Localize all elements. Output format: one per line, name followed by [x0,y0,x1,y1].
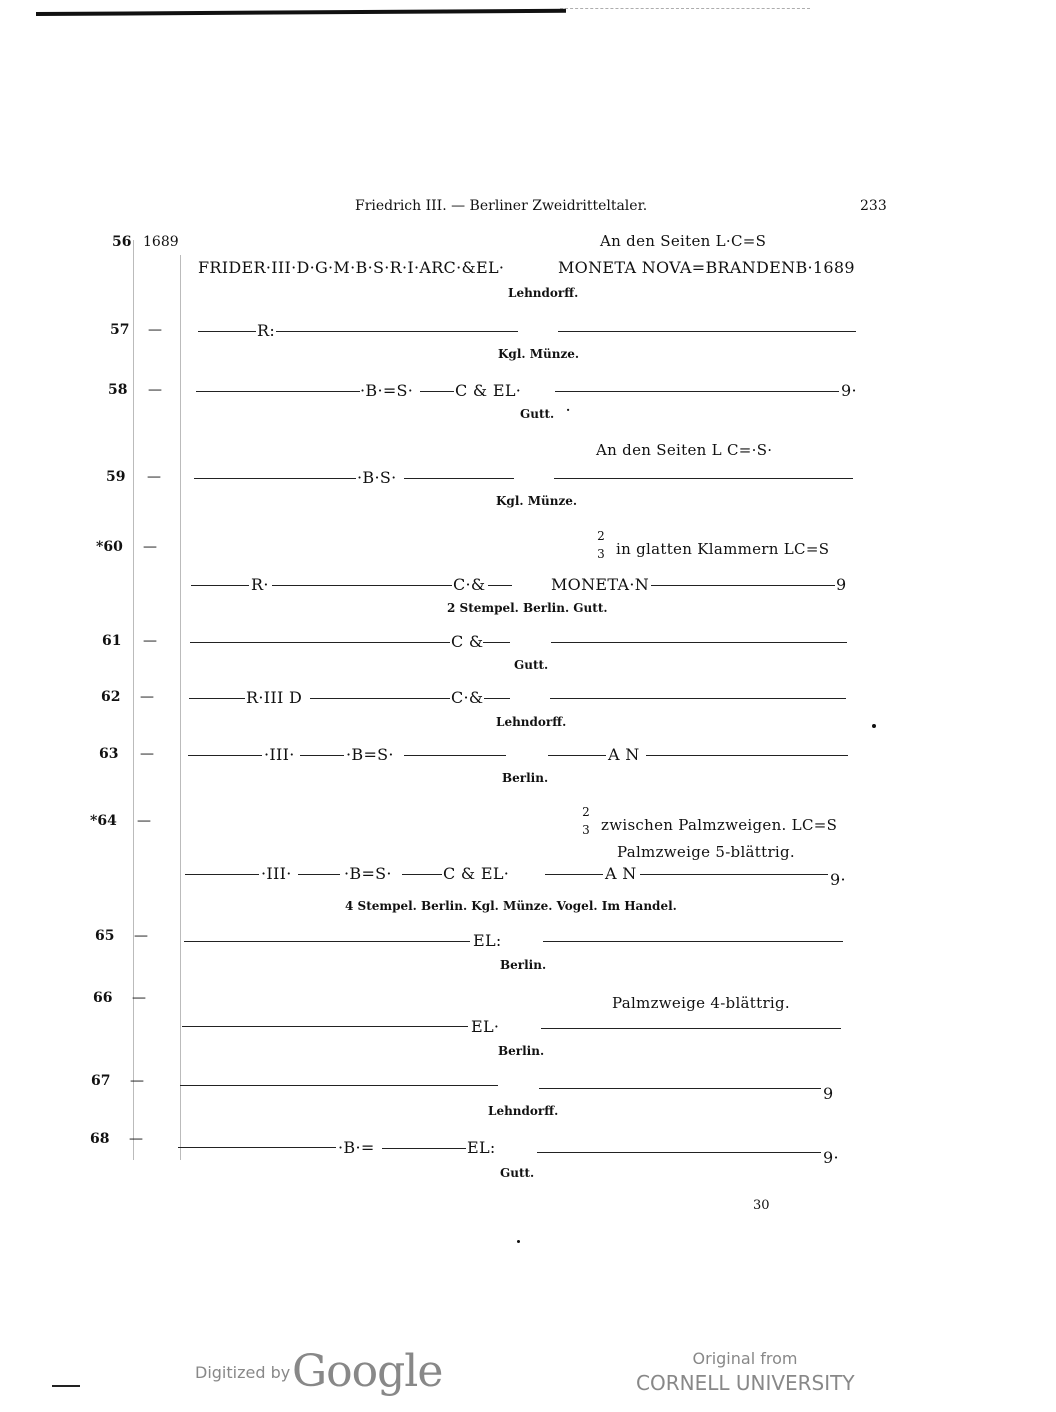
margin-mark [52,1385,80,1387]
obverse-legend: FRIDER·III·D·G·M·B·S·R·I·ARC·&EL· [198,258,505,277]
reverse-legend-a: A N [608,745,640,764]
entry-number: 59 [106,469,126,485]
fraction-denominator: 3 [582,823,590,837]
source-note: Gutt. [500,1166,535,1180]
entry-number: *64 [90,813,117,829]
reverse-legend: MONETA NOVA=BRANDENB·1689 [558,258,855,277]
entry-number: *60 [96,539,123,555]
entry-number: 65 [95,928,115,944]
legend-rule [182,1026,468,1027]
original-from-label: Original from [692,1349,798,1368]
obverse-legend-a: ·B·= [338,1138,375,1157]
source-note: Lehndorff. [488,1104,559,1118]
legend-rule [548,755,606,756]
legend-rule [310,698,450,699]
obverse-legend: EL· [471,1017,500,1036]
source-note: Berlin. [502,771,549,785]
obverse-legend-a: ·III· [264,745,295,764]
obverse-legend-b: EL: [467,1138,496,1157]
entry-number: 57 [110,322,130,338]
obverse-legend: ·B·S· [357,468,397,487]
entry-number: 61 [102,633,122,649]
institution-name: CORNELL UNIVERSITY [636,1371,855,1395]
legend-rule [178,1147,336,1148]
entry-number: 58 [108,382,128,398]
legend-rule [382,1148,466,1149]
reverse-legend-end: 9 [823,1084,834,1103]
entry-year-ditto: — [134,928,148,944]
scan-top-noise [560,8,810,15]
entry-year-ditto: — [143,633,157,649]
legend-rule [272,585,452,586]
entry-year-ditto: — [148,382,162,398]
reverse-legend-end: 9· [830,870,846,889]
stray-dot-mark [872,724,876,728]
stray-dot: · [566,403,571,417]
obverse-legend-b: ·B=S· [346,745,394,764]
reverse-legend-end: 9 [836,575,847,594]
obverse-legend-a: ·III· [261,864,292,883]
side-note-2: Palmzweige 5-blättrig. [617,843,795,861]
legend-rule [404,478,514,479]
page-number: 233 [860,198,887,214]
legend-rule [420,391,454,392]
legend-rule [300,755,344,756]
side-note: in glatten Klammern LC=S [616,540,830,558]
legend-rule [543,941,843,942]
entry-year-ditto: — [140,746,154,762]
legend-rule [558,331,856,332]
legend-rule [537,1152,821,1153]
source-note: Kgl. Münze. [496,494,578,508]
fraction [595,527,607,563]
fraction-denominator: 3 [597,547,605,561]
legend-rule [198,331,256,332]
running-header: Friedrich III. — Berliner Zweidritteltaler. [355,198,648,214]
obverse-legend-b: C & EL· [455,381,522,400]
obverse-legend-c: C & EL· [443,864,510,883]
source-note: Lehndorff. [496,715,567,729]
obverse-legend: C & [451,632,484,651]
legend-rule [196,391,360,392]
entry-year-ditto: — [132,990,146,1006]
side-note: An den Seiten L·C=S [600,232,767,250]
reverse-legend-a: MONETA·N [551,575,650,594]
source-note: Kgl. Münze. [498,347,580,361]
entry-number: 56 [112,234,132,250]
legend-rule [554,478,853,479]
obverse-legend-b: C·& [453,575,486,594]
reverse-legend-end: 9· [823,1148,839,1167]
legend-rule [189,698,245,699]
entry-number: 62 [101,689,121,705]
entry-year-ditto: — [129,1131,143,1147]
fraction-numerator: 2 [582,805,590,819]
obverse-legend: EL: [473,931,502,950]
signature-mark: 30 [753,1198,770,1213]
legend-rule [484,698,510,699]
entry-year-ditto: — [130,1073,144,1089]
legend-rule [402,874,442,875]
entry-number: 66 [93,990,113,1006]
legend-rule [188,755,262,756]
legend-rule [545,874,603,875]
legend-rule [646,755,848,756]
stray-dot-mark [517,1240,520,1243]
legend-rule [190,642,450,643]
digitized-by-label: Digitized by [195,1363,291,1382]
side-note: zwischen Palmzweigen. LC=S [601,816,838,834]
entry-year-ditto: — [147,469,161,485]
legend-rule [276,331,518,332]
column-rule-left [133,240,134,1160]
column-rule-right [180,255,181,1160]
scan-top-rule [36,9,566,16]
legend-rule [180,1085,498,1086]
reverse-legend-end: 9· [841,381,857,400]
legend-rule [191,585,249,586]
entry-year-ditto: — [143,539,157,555]
legend-rule [555,391,839,392]
obverse-legend-a: R· [251,575,269,594]
source-note: Berlin. [500,958,547,972]
legend-rule [185,874,259,875]
legend-rule [640,874,828,875]
legend-rule [483,642,510,643]
source-note: 2 Stempel. Berlin. Gutt. [447,601,608,615]
entry-year-ditto: — [137,813,151,829]
source-note: Lehndorff. [508,286,579,300]
legend-rule [184,941,470,942]
obverse-legend-b: ·B=S· [344,864,392,883]
source-note: Gutt. [514,658,549,672]
obverse-legend-b: C·& [451,688,484,707]
side-note: An den Seiten L C=·S· [596,441,773,459]
legend-rule [194,478,356,479]
source-note: Gutt. [520,407,555,421]
fraction-numerator: 2 [597,529,605,543]
side-note: Palmzweige 4-blättrig. [612,994,790,1012]
entry-year-ditto: — [148,322,162,338]
google-logo: Google [292,1346,443,1397]
entry-year: 1689 [143,234,179,250]
source-note: 4 Stempel. Berlin. Kgl. Münze. Vogel. Im Handel. [345,899,677,913]
obverse-legend-a: ·B·=S· [360,381,414,400]
legend-rule [651,585,835,586]
legend-rule [404,755,506,756]
legend-rule [539,1088,821,1089]
legend-rule [298,874,340,875]
legend-rule [550,698,846,699]
obverse-legend-a: R·III D [246,688,303,707]
legend-rule [551,642,847,643]
reverse-legend-a: A N [605,864,637,883]
obverse-legend: R: [257,321,276,340]
legend-rule [541,1028,841,1029]
entry-number: 63 [99,746,119,762]
entry-number: 67 [91,1073,111,1089]
source-note: Berlin. [498,1044,545,1058]
entry-number: 68 [90,1131,110,1147]
entry-year-ditto: — [140,689,154,705]
legend-rule [488,585,512,586]
fraction [580,803,592,839]
